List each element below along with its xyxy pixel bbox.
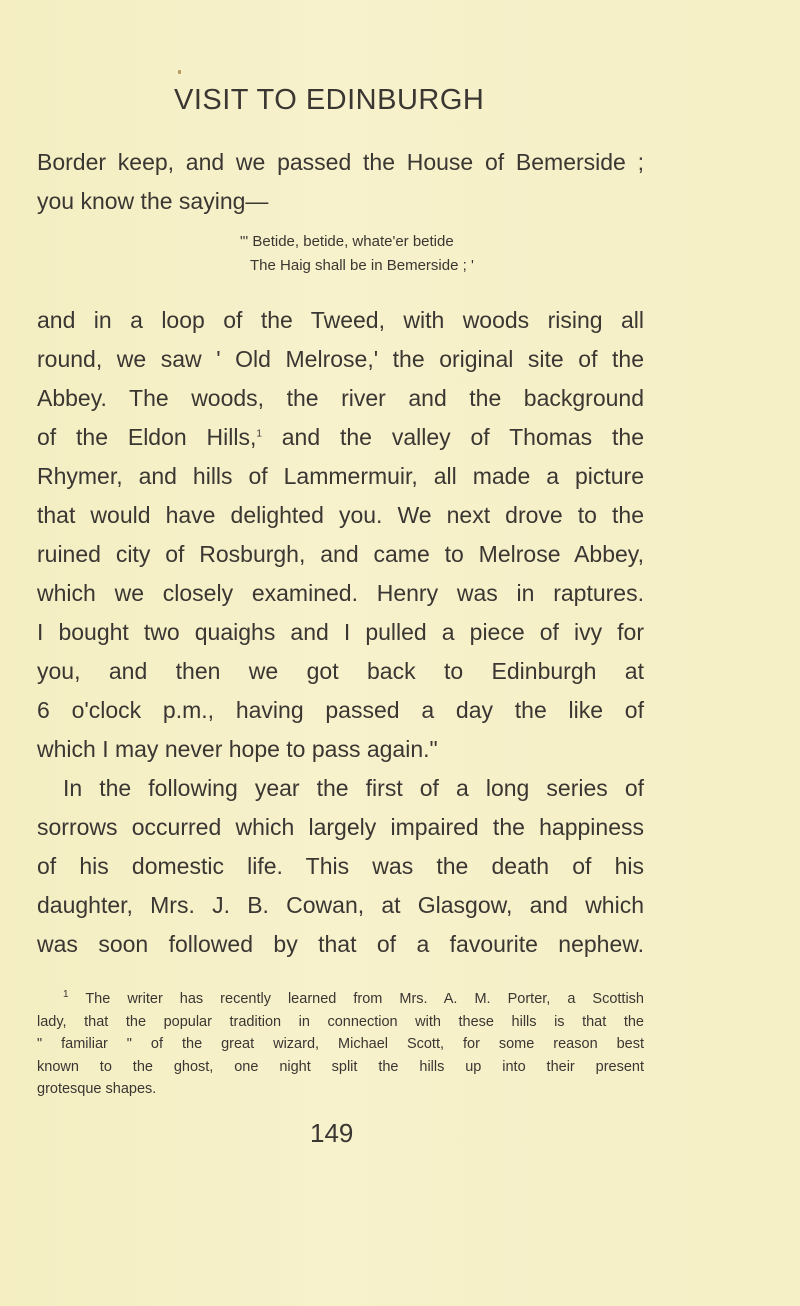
- running-head: VISIT TO EDINBURGH: [174, 84, 485, 116]
- ink-speck: [178, 70, 181, 74]
- footnote-line: " familiar " of the great wizard, Michael Scott, for some reason best: [37, 1036, 644, 1052]
- footnote-number: 1: [63, 989, 69, 1001]
- footnote-line: lady, that the popular tradition in connection with these hills is that the: [37, 1013, 644, 1030]
- text-line: ruined city of Rosburgh, and came to Melrose Abbey,: [37, 541, 644, 567]
- paragraph-continuation: [37, 143, 644, 221]
- text-line: 6 o'clock p.m., having passed a day the like of: [37, 697, 644, 723]
- footnote-line: grotesque shapes.: [37, 1081, 157, 1097]
- text-line: Abbey. The woods, the river and the background: [37, 385, 644, 411]
- text-line: you, and then we got back to Edinburgh at: [37, 658, 644, 684]
- text-line: and in a loop of the Tweed, with woods rising all: [37, 307, 644, 333]
- text-line: which I may never hope to pass again.": [37, 736, 438, 762]
- page-number: 149: [310, 1118, 354, 1148]
- text-line: round, we saw ' Old Melrose,' the original site of the: [37, 346, 644, 372]
- text-line: which we closely examined. Henry was in raptures.: [37, 580, 644, 606]
- verse-line: The Haig shall be in Bemerside ; ': [250, 257, 474, 274]
- verse-quote: [240, 230, 474, 278]
- text-line: you know the saying—: [37, 188, 269, 214]
- text-line: In the following year the first of a long series of: [63, 775, 644, 801]
- text-line-with-footnote: [37, 418, 644, 457]
- text-line: of his domestic life. This was the death of his: [37, 853, 644, 879]
- footnote-text: The writer has recently learned from Mrs. A. M. Porter, a Scottish: [85, 991, 644, 1007]
- footnote-line: [37, 988, 644, 1011]
- text-line: I bought two quaighs and I pulled a piece of ivy for: [37, 619, 644, 645]
- text-line: Rhymer, and hills of Lammermuir, all made a picture: [37, 463, 644, 489]
- text-line: that would have delighted you. We next drove to the: [37, 502, 644, 528]
- text-line: was soon followed by that of a favourite nephew.: [37, 931, 644, 957]
- footnote-line: known to the ghost, one night split the hills up into their present: [37, 1058, 644, 1075]
- paragraph-body: [37, 301, 644, 964]
- text-line: sorrows occurred which largely impaired the happiness: [37, 814, 644, 840]
- text-line: daughter, Mrs. J. B. Cowan, at Glasgow, and which: [37, 892, 644, 918]
- text-fragment: and the valley of Thomas the: [261, 424, 644, 450]
- text-line: Border keep, and we passed the House of Bemerside ;: [37, 149, 644, 175]
- footnote-marker: 1: [256, 428, 262, 440]
- text-fragment: of the Eldon Hills,: [37, 424, 257, 450]
- footnote: [37, 988, 644, 1101]
- verse-line: "' Betide, betide, whate'er betide: [240, 233, 454, 250]
